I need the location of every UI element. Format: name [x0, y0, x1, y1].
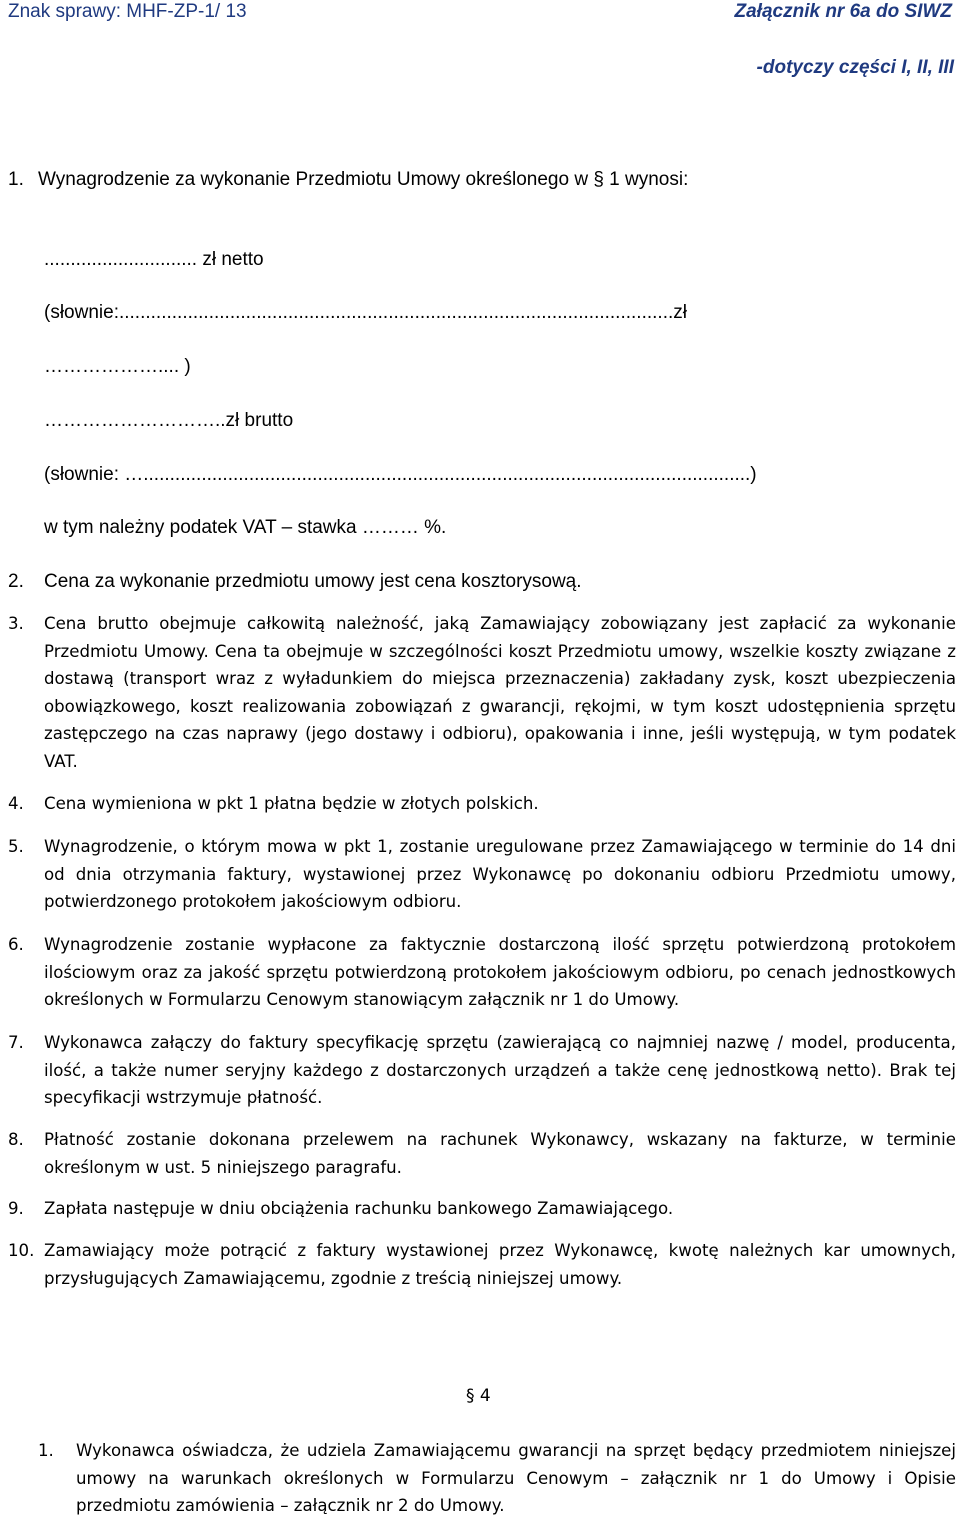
item-text: Wykonawca załączy do faktury specyfikację sprzętu (zawierającą co najmniej nazwę / model, producenta, ilość, a także numer seryjny każdego z dostarczonych urządzeń a także cenę jednostkową netto). Brak tej specyfikacji wstrzymuje płatność.: [44, 1033, 956, 1107]
item-2-text: Cena za wykonanie przedmiotu umowy jest cena kosztorysową.: [44, 571, 582, 592]
item-number: 7.: [8, 1033, 24, 1052]
item-1-number: 1.: [8, 169, 24, 190]
item-text: Wynagrodzenie, o którym mowa w pkt 1, zostanie uregulowane przez Zamawiającego w terminie do 14 dni od dnia otrzymania faktury, wystawionej przez Wykonawcę po dokonaniu odbioru Przedmiotu umowy, potwierdzonego protokołem jakościowym odbioru.: [44, 837, 956, 911]
item-text: Wykonawca oświadcza, że udziela Zamawiającemu gwarancji na sprzęt będący przedmiotem niniejszej umowy na warunkach określonych w Formularzu Cenowym – załącznik nr 1 do Umowy i Opisie przedmiotu zamówienia – załącznik nr 2 do Umowy.: [76, 1441, 956, 1515]
item-5: [8, 833, 956, 916]
item-text: Płatność zostanie dokonana przelewem na rachunek Wykonawcy, wskazany na fakturze, w terminie określonym w ust. 5 niniejszego paragrafu.: [44, 1130, 956, 1177]
item-number: 6.: [8, 935, 24, 954]
item-9: [8, 1195, 956, 1223]
item-6: [8, 931, 956, 1014]
attachment-title: Załącznik nr 6a do SIWZ: [734, 1, 952, 22]
item-10: [8, 1237, 956, 1292]
item-4: [8, 790, 956, 818]
item-text: Cena brutto obejmuje całkowitą należność, jaką Zamawiający zobowiązany jest zapłacić za wykonanie Przedmiotu Umowy. Cena ta obejmuje w szczególności koszt Przedmiotu umowy, wszelkie koszty związane z dostawą (transport wraz z wyładunkiem do miejsca przeznaczenia) zakładany zysk, koszt ubezpieczenia obowiązkowego, koszt realizowania zobowiązań z gwarancji, rękojmi, w tym koszt udostępnienia sprzętu zastępczego na czas naprawy (jego dostawy i odbioru), opakowania i inne, jeśli występują, w tym podatek VAT.: [44, 614, 956, 771]
item-text: Cena wymieniona w pkt 1 płatna będzie w złotych polskich.: [44, 794, 539, 813]
item-8: [8, 1126, 956, 1181]
item-number: 9.: [8, 1199, 24, 1218]
vat-rate-line: w tym należny podatek VAT – stawka ……… %.: [44, 517, 447, 538]
item-number: 4.: [8, 794, 24, 813]
item-number: 10.: [8, 1241, 35, 1260]
item-1-text: Wynagrodzenie za wykonanie Przedmiotu Umowy określonego w § 1 wynosi:: [38, 169, 689, 190]
item-number: 3.: [8, 614, 24, 633]
net-words-continuation: ……………….... ): [44, 356, 191, 377]
section-4-heading: § 4: [466, 1386, 491, 1406]
item-7: [8, 1029, 956, 1112]
item-text: Zamawiający może potrącić z faktury wystawionej przez Wykonawcę, kwotę należnych kar umownych, przysługujących Zamawiającemu, zgodnie z treścią niniejszej umowy.: [44, 1241, 956, 1288]
section-4-item-1: [38, 1437, 956, 1520]
item-2-number: 2.: [8, 571, 24, 592]
net-amount-line: ............................. zł netto: [44, 249, 264, 270]
item-number: 1.: [38, 1441, 54, 1460]
item-number: 5.: [8, 837, 24, 856]
net-words-line: (słownie:.........................................................................................................zł: [44, 302, 687, 323]
item-3: [8, 610, 956, 775]
document-reference: Znak sprawy: MHF-ZP-1/ 13: [8, 1, 247, 22]
item-text: Wynagrodzenie zostanie wypłacone za faktycznie dostarczoną ilość sprzętu potwierdzoną protokołem ilościowym oraz za jakość sprzętu potwierdzoną protokołem jakościowym odbioru, po cenach jednostkowych określonych w Formularzu Cenowym stanowiącym załącznik nr 1 do Umowy.: [44, 935, 956, 1009]
gross-amount-line: ………………………..zł brutto: [44, 410, 294, 431]
gross-words-line: (słownie: …...................................................................................................................): [44, 464, 757, 485]
item-number: 8.: [8, 1130, 24, 1149]
attachment-subtitle: -dotyczy części I, II, III: [756, 57, 954, 78]
item-text: Zapłata następuje w dniu obciążenia rachunku bankowego Zamawiającego.: [44, 1199, 674, 1218]
